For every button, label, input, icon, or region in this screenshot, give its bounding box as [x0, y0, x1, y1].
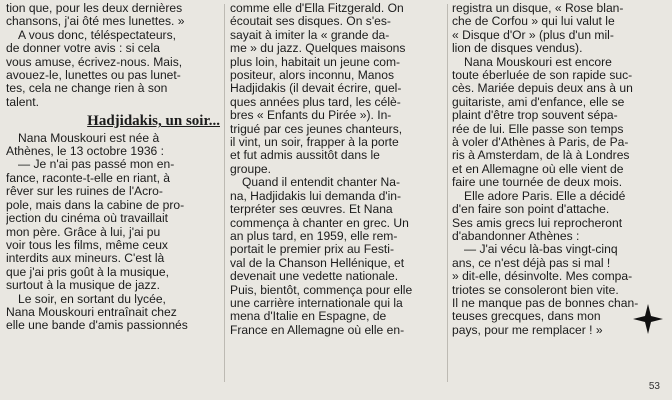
text-line: à voler d'Athènes à Paris, de Pa- — [452, 136, 629, 150]
text-line: France en Allemagne où elle en- — [230, 323, 405, 337]
text-line: pays, pour me remplacer ! » — [452, 323, 603, 337]
text-line: Il ne manque pas de bonnes chan- — [452, 296, 639, 310]
text-line: tes, cela ne change rien à son — [6, 82, 168, 96]
text-line: Puis, bientôt, commença pour elle — [230, 283, 413, 297]
text-line: Hadjidakis (il devait écrire, quel- — [230, 82, 402, 96]
column-2 — [230, 2, 444, 337]
text-line: jection du cinéma où travaillait — [6, 212, 169, 226]
text-line: plaint d'être trop souvent sépa- — [452, 109, 618, 123]
text-line: toute éberluée de son rapide suc- — [452, 69, 633, 83]
text-line: registra un disque, « Rose blan- — [452, 2, 624, 15]
column-3 — [452, 2, 666, 337]
text-line: trigué par ces jeunes chanteurs, — [230, 122, 403, 136]
text-line: commença à chanter en grec. Un — [230, 216, 409, 230]
text-line: il vint, un soir, frapper à la porte — [230, 136, 399, 150]
text-line: portait le premier prix au Festi- — [230, 243, 394, 257]
text-line: rée de lui. Elle passe son temps — [452, 122, 624, 136]
text-line: che de Corfou » qui lui valut le — [452, 15, 615, 29]
text-line: na, Hadjidakis lui demanda d'in- — [230, 189, 402, 203]
text-line: ques années plus tard, les célè- — [230, 95, 401, 109]
text-line: Elle adore Paris. Elle a décidé — [464, 189, 626, 203]
text-line: comme elle d'Ella Fitzgerald. On — [230, 2, 404, 15]
column-2-body — [230, 2, 444, 337]
text-line: — Je n'ai pas passé mon en- — [18, 158, 175, 172]
text-line: teuses grecques, dans mon — [452, 310, 601, 324]
text-line: bres « Enfants du Pirée »). In- — [230, 109, 392, 123]
text-line: plus loin, habitait un jeune com- — [230, 55, 401, 69]
text-line: an plus tard, en 1959, elle rem- — [230, 229, 398, 243]
text-line: fance, raconte-t-elle en riant, à — [6, 171, 171, 185]
text-line: d'en faire son point d'attache. — [452, 203, 610, 217]
column-1 — [6, 2, 220, 333]
text-line: terpréter ses œuvres. Et Nana — [230, 203, 393, 217]
text-line: devenait une vedette nationale. — [230, 270, 399, 284]
text-line: Nana Mouskouri est encore — [464, 55, 612, 69]
text-line: mena d'Italie en Espagne, de — [230, 310, 387, 324]
text-line: groupe. — [230, 162, 272, 176]
text-line: me » du jazz. Quelques maisons — [230, 42, 406, 56]
column-1-body — [6, 132, 220, 333]
text-line: elle une bande d'amis passionnés — [6, 319, 188, 333]
text-line: guitariste, ami d'enfance, elle se — [452, 95, 625, 109]
text-line: Quand il entendit chanter Na- — [242, 176, 400, 190]
text-line: faire une tournée de deux mois. — [452, 176, 623, 190]
text-line: Le soir, en sortant du lycée, — [18, 292, 166, 306]
text-line: vous amuse, écrivez-nous. Mais, — [6, 55, 183, 69]
text-line: val de la Chanson Hellénique, et — [230, 256, 405, 270]
section-heading: Hadjidakis, un soir... — [87, 113, 220, 130]
text-line: et fut admis aussitôt dans le — [230, 149, 380, 163]
text-line: Nana Mouskouri est née à — [18, 131, 160, 145]
text-line: pole, mais dans la cabine de pro- — [6, 198, 185, 212]
text-line: tion que, pour les deux dernières — [6, 2, 183, 15]
text-line: Athènes, le 13 octobre 1936 : — [6, 145, 165, 159]
column-1-intro — [6, 2, 220, 109]
text-line: A vous donc, téléspectateurs, — [18, 28, 176, 42]
text-line: avouez-le, lunettes ou pas lunet- — [6, 69, 181, 83]
text-line: chansons, j'ai ôté mes lunettes. » — [6, 15, 185, 29]
text-line: — J'ai vécu là-bas vingt-cinq — [464, 243, 618, 257]
text-line: interdits aux mineurs. C'est là — [6, 252, 165, 266]
text-line: que j'ai pris goût à la musique, — [6, 265, 169, 279]
text-line: » dit-elle, désinvolte. Mes compa- — [452, 270, 633, 284]
text-line: talent. — [6, 95, 39, 109]
text-line: ris à Amsterdam, de là à Londres — [452, 149, 630, 163]
text-line: ans, ce n'est déjà pas si mal ! — [452, 256, 611, 270]
star-icon — [633, 304, 663, 334]
column-divider — [224, 4, 225, 382]
column-3-body — [452, 2, 666, 337]
text-line: triotes se consoleront bien vite. — [452, 283, 619, 297]
page-number: 53 — [648, 381, 660, 392]
text-line: surtout à la musique de jazz. — [6, 279, 160, 293]
text-line: lion de disques vendus). — [452, 42, 583, 56]
text-line: et en Allemagne où elle vient de — [452, 162, 624, 176]
text-line: de donner votre avis : si cela — [6, 42, 160, 56]
text-line: sayait à imiter la « grande da- — [230, 28, 390, 42]
text-line: Ses amis grecs lui reprocheront — [452, 216, 623, 230]
text-line: Nana Mouskouri entraînait chez — [6, 305, 177, 319]
text-line: d'abandonner Athènes : — [452, 229, 580, 243]
text-line: voir tous les films, même ceux — [6, 238, 168, 252]
text-line: cès. Mariée depuis deux ans à un — [452, 82, 633, 96]
column-divider — [447, 4, 448, 382]
text-line: une carrière internationale qui la — [230, 296, 403, 310]
text-line: rêver sur les ruines de l'Acro- — [6, 185, 163, 199]
text-line: mon père. Grâce à lui, j'ai pu — [6, 225, 161, 239]
text-line: positeur, alors inconnu, Manos — [230, 69, 395, 83]
text-line: « Disque d'Or » (plus d'un mil- — [452, 28, 614, 42]
text-line: écoutait ses disques. On s'es- — [230, 15, 391, 29]
